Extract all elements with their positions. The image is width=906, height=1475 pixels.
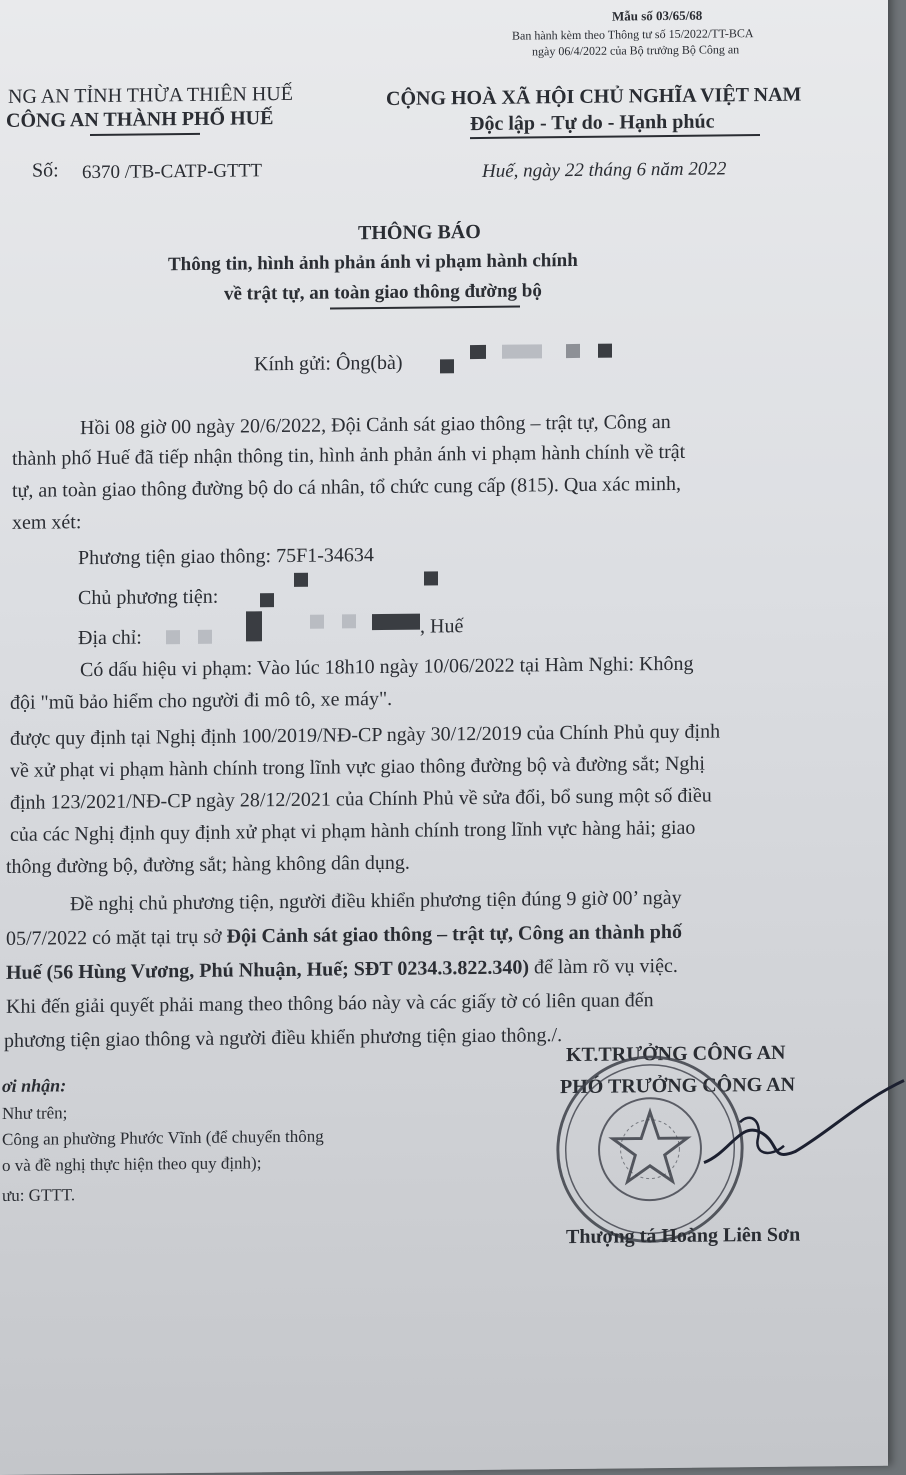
request-line: Đề nghị chủ phương tiện, người điều khiển phương tiện đúng 9 giờ 00’ ngày <box>70 886 682 916</box>
law-line: về xử phạt vi phạm hành chính trong lĩnh vực giao thông đường bộ và đường sắt; Nghị <box>10 752 705 782</box>
subtitle-underline <box>330 306 520 309</box>
document-number-label: Số: <box>32 159 59 182</box>
notice-subtitle-line1: Thông tin, hình ảnh phản ánh vi phạm hành chính <box>168 249 578 276</box>
agency-name: CÔNG AN THÀNH PHỐ HUẾ <box>6 107 274 132</box>
office-address: Huế (56 Hùng Vương, Phú Nhuận, Huế; SĐT 0234.3.822.340) <box>6 956 529 984</box>
handwritten-signature <box>700 1061 906 1183</box>
recipients-item: ưu: GTTT. <box>2 1185 76 1205</box>
recipients-item: o và đề nghị thực hiện theo quy định); <box>2 1153 262 1175</box>
violation-line: Có dấu hiệu vi phạm: Vào lúc 18h10 ngày 10/06/2022 tại Hàm Nghi: Không <box>80 652 694 682</box>
redaction-block <box>566 344 580 358</box>
form-issued-date: ngày 06/4/2022 của Bộ trưởng Bộ Công an <box>532 42 740 59</box>
recipients-title: ơi nhận: <box>2 1075 67 1096</box>
address-tail: , Huế <box>420 615 464 638</box>
redaction-block <box>470 345 486 359</box>
body-line: tự, an toàn giao thông đường bộ do cá nhân, tổ chức cung cấp (815). Qua xác minh, <box>12 472 682 502</box>
redaction-block <box>166 630 180 644</box>
law-line: của các Nghị định quy định xử phạt vi phạm hành chính trong lĩnh vực hàng hải; giao <box>10 816 696 846</box>
notice-subtitle-line2: về trật tự, an toàn giao thông đường bộ <box>224 280 542 305</box>
address-label: Địa chỉ: <box>78 626 142 650</box>
redaction-block <box>294 573 308 587</box>
redaction-block <box>598 344 612 358</box>
redaction-block <box>502 344 542 358</box>
country-name: CỘNG HOÀ XÃ HỘI CHỦ NGHĨA VIỆT NAM <box>386 83 802 110</box>
violation-line: đội "mũ bảo hiểm cho người đi mô tô, xe máy". <box>10 687 393 714</box>
signer-name: Thượng tá Hoàng Liên Sơn <box>566 1223 801 1249</box>
form-issued-with: Ban hành kèm theo Thông tư số 15/2022/TT-BCA <box>512 26 754 43</box>
law-line: thông đường bộ, đường sắt; hàng không dân dụng. <box>6 851 410 878</box>
signature-title-line1: KT.TRƯỞNG CÔNG AN <box>566 1041 786 1067</box>
redaction-block <box>372 614 420 631</box>
signature-title-line2: PHÓ TRƯỞNG CÔNG AN <box>560 1073 796 1099</box>
redaction-block <box>310 615 324 629</box>
place-date: Huế, ngày 22 tháng 6 năm 2022 <box>482 158 727 182</box>
request-line: Khi đến giải quyết phải mang theo thông báo này và các giấy tờ có liên quan đến <box>6 989 654 1018</box>
redaction-block <box>424 571 438 585</box>
recipients-item: Công an phường Phước Vĩnh (để chuyển thông <box>2 1126 324 1149</box>
agency-underline <box>90 133 200 136</box>
request-line: phương tiện giao thông và người điều khiển phương tiện giao thông./. <box>4 1024 563 1052</box>
form-code: Mẫu số 03/65/68 <box>612 7 703 24</box>
body-line: thành phố Huế đã tiếp nhận thông tin, hình ảnh phản ánh vi phạm hành chính về trật <box>12 440 686 470</box>
owner-label: Chủ phương tiện: <box>78 585 219 610</box>
agency-parent: NG AN TỈNH THỪA THIÊN HUẾ <box>8 82 293 108</box>
vehicle-plate: Phương tiện giao thông: 75F1-34634 <box>78 544 374 570</box>
request-line <box>6 955 678 985</box>
request-purpose: để làm rõ vụ việc. <box>529 954 678 979</box>
redaction-block <box>198 630 212 644</box>
recipient-label: Kính gửi: Ông(bà) <box>254 351 403 376</box>
redaction-block <box>440 359 454 373</box>
redaction-block <box>342 614 356 628</box>
body-line: xem xét: <box>12 511 82 534</box>
notice-title: THÔNG BÁO <box>358 220 481 245</box>
recipients-item: Như trên; <box>2 1103 68 1123</box>
law-line: định 123/2021/NĐ-CP ngày 28/12/2021 của Chính Phủ về sửa đổi, bổ sung một số điều <box>10 784 712 814</box>
body-line: Hồi 08 giờ 00 ngày 20/6/2022, Đội Cảnh sát giao thông – trật tự, Công an <box>80 410 671 440</box>
redaction-block <box>246 611 262 641</box>
redaction-block <box>260 593 274 607</box>
document-number: 6370 /TB-CATP-GTTT <box>82 160 262 184</box>
national-motto: Độc lập - Tự do - Hạnh phúc <box>470 110 715 136</box>
law-line: được quy định tại Nghị định 100/2019/NĐ-CP ngày 30/12/2019 của Chính Phủ quy định <box>10 720 721 750</box>
request-office: Đội Cảnh sát giao thông – trật tự, Công an thành phố <box>226 920 682 948</box>
request-date: 05/7/2022 có mặt tại trụ sở <box>6 925 227 950</box>
request-line <box>6 921 682 951</box>
